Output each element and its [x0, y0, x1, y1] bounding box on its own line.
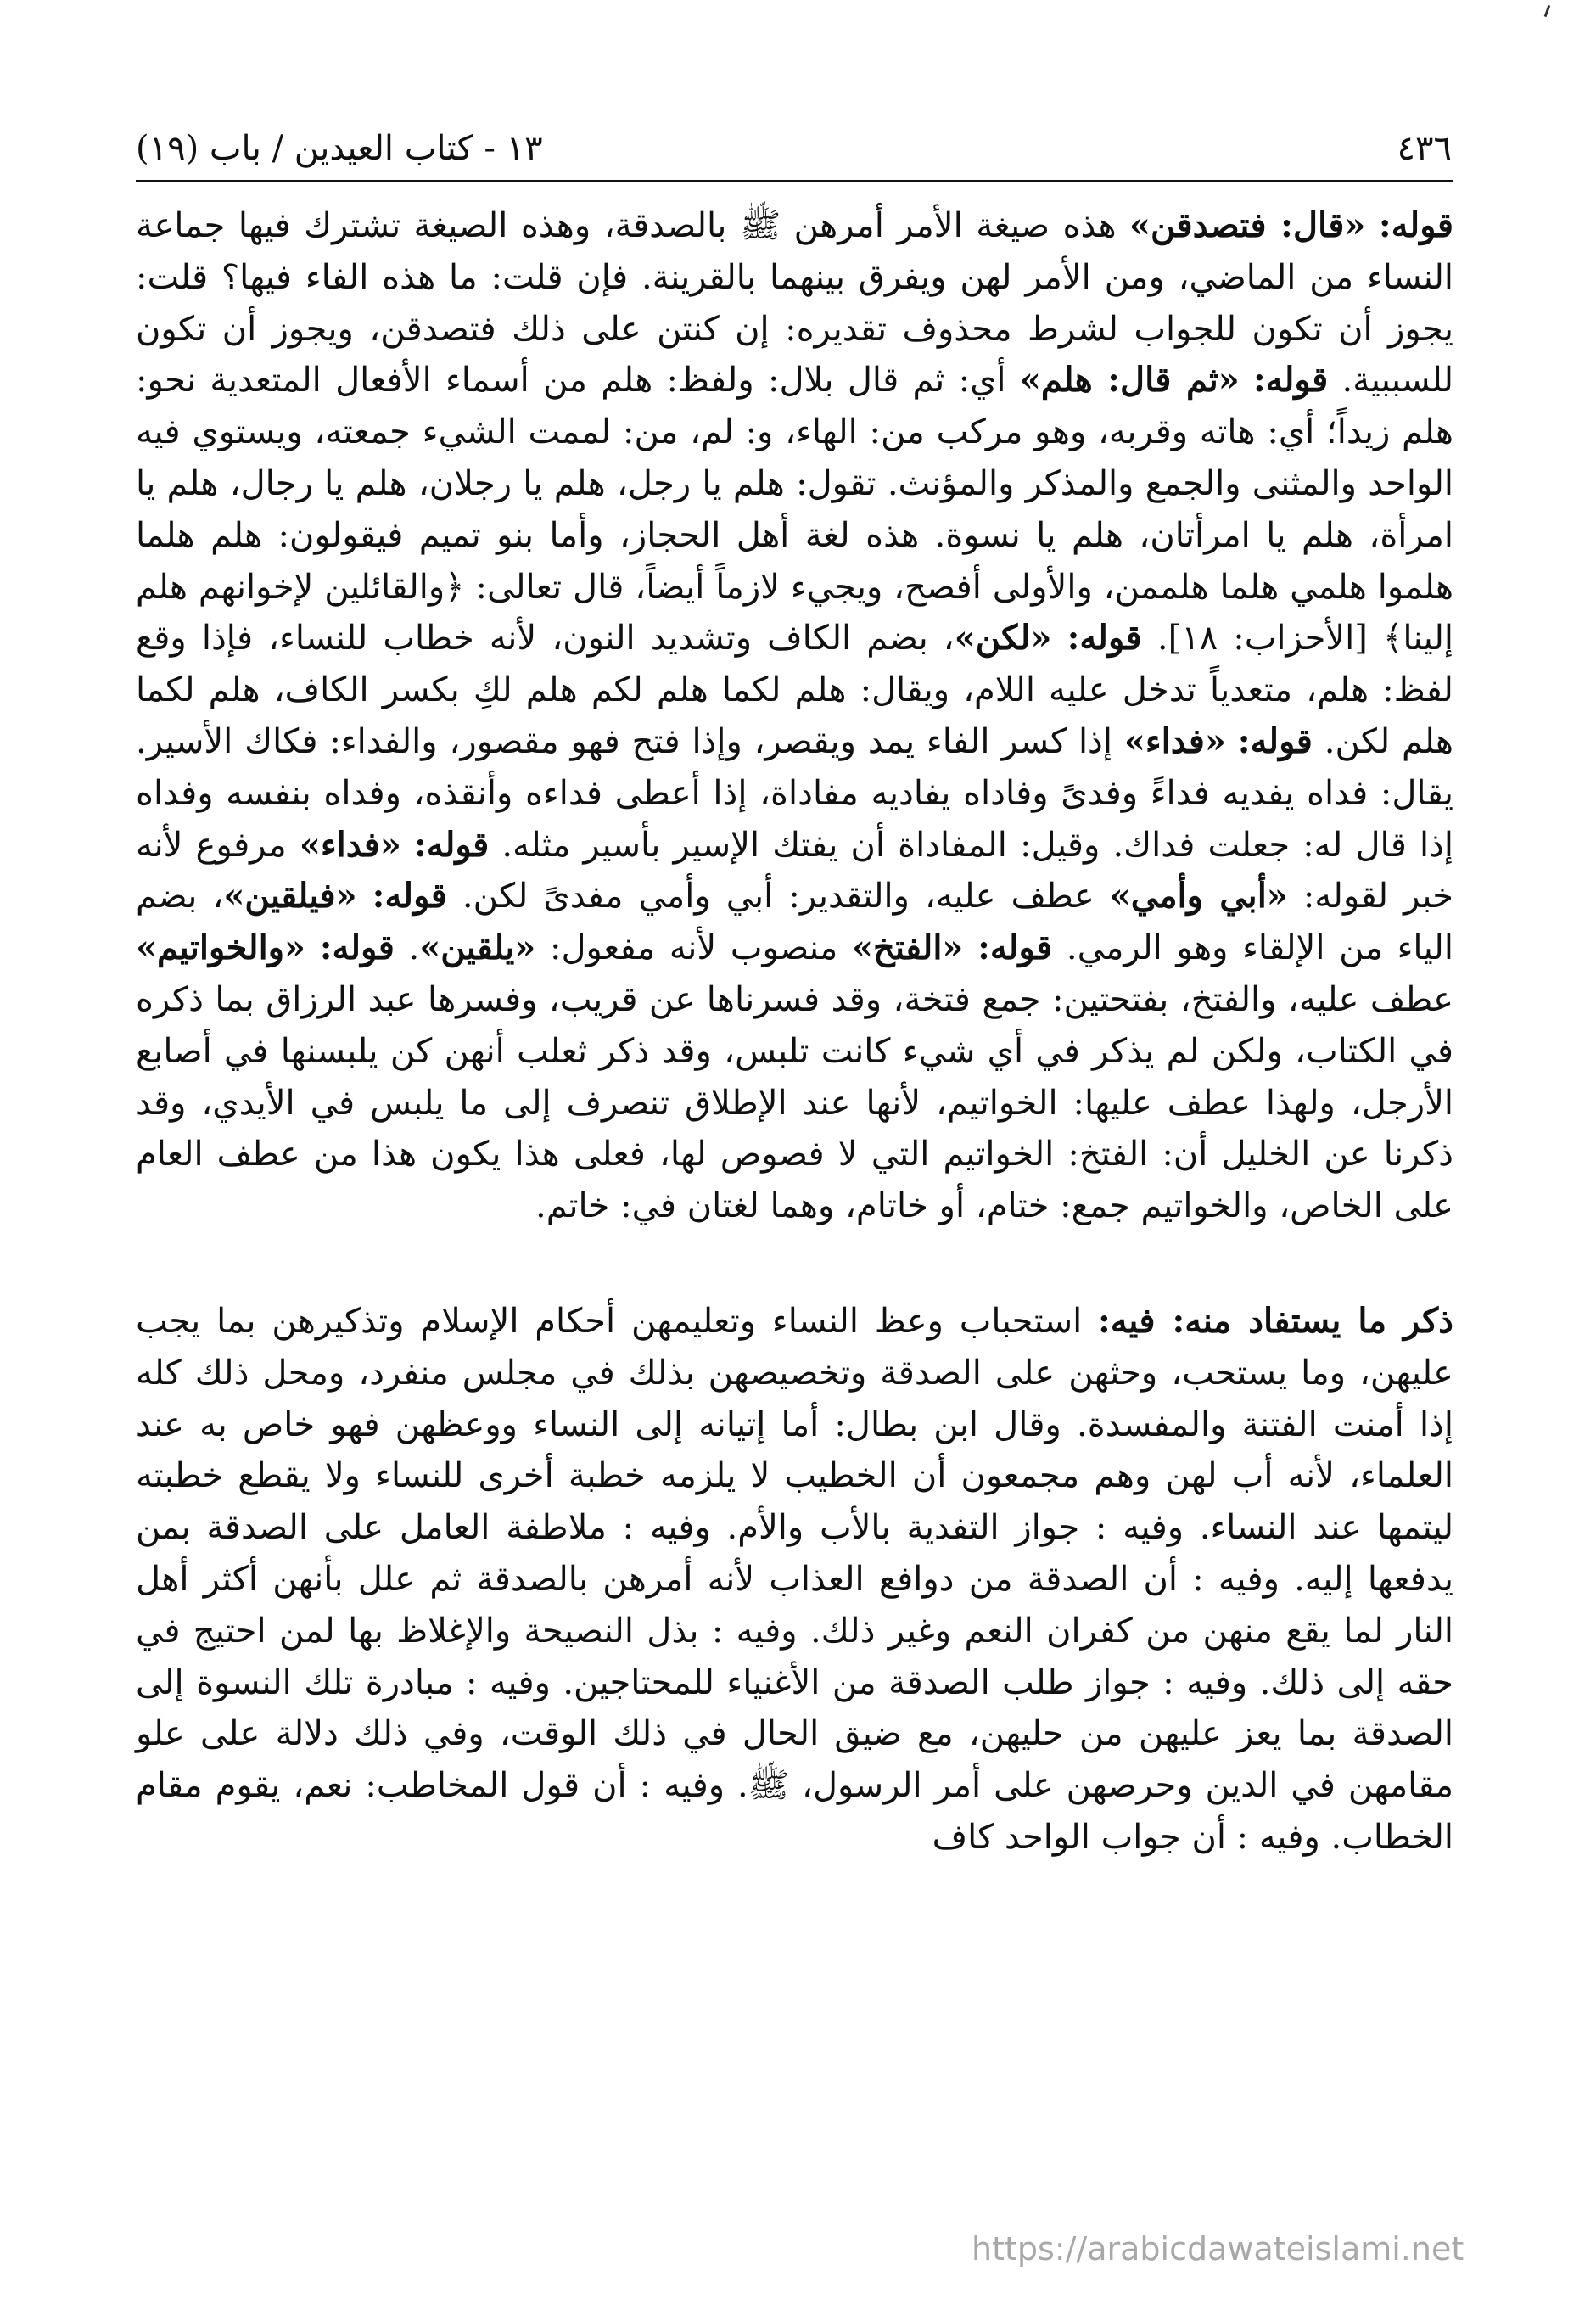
paragraph-gap: [136, 1232, 1453, 1296]
quoted-phrase: «والخواتيم»: [136, 928, 306, 968]
bold-label: قوله:: [414, 824, 490, 865]
quoted-phrase: «ثم قال: هلم»: [1019, 360, 1240, 401]
chapter-title: ١٣ - كتاب العيدين / باب (١٩): [136, 129, 543, 168]
paragraph-text: عطف عليه، والفتخ، بفتحتين: جمع فتخة، وقد فسرناها عن قريب، وفسرها عبد الرزاق بما ذكره في الكتاب، ولكن لم يذكر في أي شيء كانت تلبس، وقد ذكر ثعلب أنهن كن يلبسنها في أصابع الأرجل، ولهذا عطف عليها: الخواتيم، لأنها عند الإطلاق تنصرف إلى ما يلبس في الأيدي، وقد ذكرنا عن الخليل أن: الفتخ: الخواتيم التي لا فصوص لها، فعلى هذا يكون هذا من عطف العام على الخاص، والخواتيم جمع: ختام، أو خاتام، وهما لغتان في: خاتم.: [136, 979, 1454, 1226]
bold-label: قوله:: [1253, 360, 1329, 401]
benefits-paragraph: [136, 1296, 1453, 1864]
header-rule: [136, 180, 1453, 182]
quoted-phrase: «فداء»: [299, 824, 401, 865]
paragraph-text: مرفوع لأنه خبر لقوله:: [136, 825, 1453, 917]
paragraph-text: .: [394, 928, 420, 968]
paragraph-text: ، بضم الياء من الإلقاء وهو الرمي.: [136, 877, 1453, 968]
bold-label: قوله:: [372, 876, 447, 917]
paragraph-text: ، بضم الكاف وتشديد النون، لأنه خطاب للنساء، فإذا وقع لفظ: هلم، متعدياً تدخل عليه اللام، ويقال: هلم لكما هلم لكم هلم لكِ بكسر الكاف، هلم لكما هلم لكن.: [136, 619, 1453, 761]
bold-label: قوله:: [1067, 618, 1142, 659]
paragraph-text: منصوب لأنه مفعول:: [535, 928, 852, 968]
page-number: ٤٣٦: [1397, 129, 1452, 168]
bold-label: قوله:: [319, 928, 395, 968]
paragraph-text: استحباب وعظ النساء وتعليمهن أحكام الإسلام وتذكيرهن بما يجب عليهن، وما يستحب، وحثهن على الصدقة وتخصيصهن بذلك في مجلس منفرد، ومحل ذلك كله إذا أمنت الفتنة والمفسدة. وقال ابن بطال: أما إتيانه إلى النساء ووعظهن فهو خاص به عند العلماء، لأنه أب لهن وهم مجمعون أن الخطيب لا يلزمه خطبة أخرى للنساء ولا يقطع خطبته ليتمها عند النساء. وفيه : جواز التفدية بالأب والأم. وفيه : ملاطفة العامل على الصدقة بمن يدفعها إليه. وفيه : أن الصدقة من دوافع العذاب لأنه أمرهن بالصدقة ثم علل بأنهن أكثر أهل النار لما يقع منهن من كفران النعم وغير ذلك. وفيه : بذل النصيحة والإغلاظ بها لمن احتيج في حقه إلى ذلك. وفيه : جواز طلب الصدقة من الأغنياء للمحتاجين. وفيه : مبادرة تلك النسوة إلى الصدقة بما يعز عليهن من حليهن، مع ضيق الحال في ذلك الوقت، وفي ذلك دلالة على علو مقامهن في الدين وحرصهن على أمر الرسول، ﷺ. وفيه : أن قول المخاطب: نعم، يقوم مقام الخطاب. وفيه : أن جواب الواحد كاف: [136, 1301, 1453, 1857]
paragraph-text: أي: ثم قال بلال: ولفظ: هلم من أسماء الأفعال المتعدية نحو: هلم زيداً؛ أي: هاته وقربه، وهو مركب من: الهاء، و: لم، من: لممت الشيء جمعته، ويستوي فيه الواحد والمثنى والجمع والمذكر والمؤنث. تقول: هلم يا رجل، هلم يا رجلان، هلم يا رجال، هلم يا امرأة، هلم يا امرأتان، هلم يا نسوة. هذه لغة أهل الحجاز، وأما بنو تميم فيقولون: هلم هلما هلموا هلمي هلما هلممن، والأولى أفصح، ويجيء لازماً أيضاً، قال تعالى: ﴿والقائلين لإخوانهم هلم إلينا﴾ [الأحزاب: ١٨].: [136, 361, 1454, 659]
quoted-phrase: «الفتخ»: [852, 928, 964, 968]
paragraph-text: عطف عليه، والتقدير: أبي وأمي مفدىً لكن.: [446, 877, 1110, 917]
bold-label: قوله:: [977, 928, 1053, 968]
bold-label: قوله:: [1237, 720, 1313, 761]
quoted-phrase: «لكن»: [954, 618, 1052, 659]
section-heading: ذكر ما يستفاد منه: فيه:: [1098, 1300, 1453, 1341]
watermark-url: https://arabicdawateislami.net: [972, 2230, 1464, 2268]
page-header: [136, 119, 1452, 178]
quoted-phrase: «فداء»: [1123, 720, 1226, 761]
page-body: [136, 200, 1453, 1864]
scan-mark: [1544, 5, 1551, 17]
quoted-phrase: «فيلقين»: [223, 876, 357, 917]
quoted-phrase: «قال: فتصدقن»: [1129, 205, 1366, 245]
quoted-phrase: «أبي وأمي»: [1109, 876, 1288, 917]
commentary-paragraph: [136, 200, 1453, 1232]
quoted-phrase: «يلقين»: [419, 928, 536, 968]
bold-label: قوله:: [1378, 205, 1454, 245]
paragraph-text: هذه صيغة الأمر أمرهن ﷺ بالصدقة، وهذه الصيغة تشترك فيها جماعة النساء من الماضي، ومن الأمر لهن ويفرق بينهما بالقرينة. فإن قلت: ما هذه الفاء فيها؟ قلت: يجوز أن تكون للجواب لشرط محذوف تقديره: إن كنتن على ذلك فتصدقن، ويجوز أن تكون للسببية.: [136, 206, 1454, 401]
paragraph-text: إذا كسر الفاء يمد ويقصر، وإذا فتح فهو مقصور، والفداء: فكاك الأسير. يقال: فداه يفديه فداءً وفدىً وفاداه يفاديه مفاداة، إذا أعطى فداءه وأنقذه، وفداه بنفسه وفداه إذا قال له: جعلت فداك. وقيل: المفاداة أن يفتك الإسير بأسير مثله.: [136, 721, 1454, 865]
